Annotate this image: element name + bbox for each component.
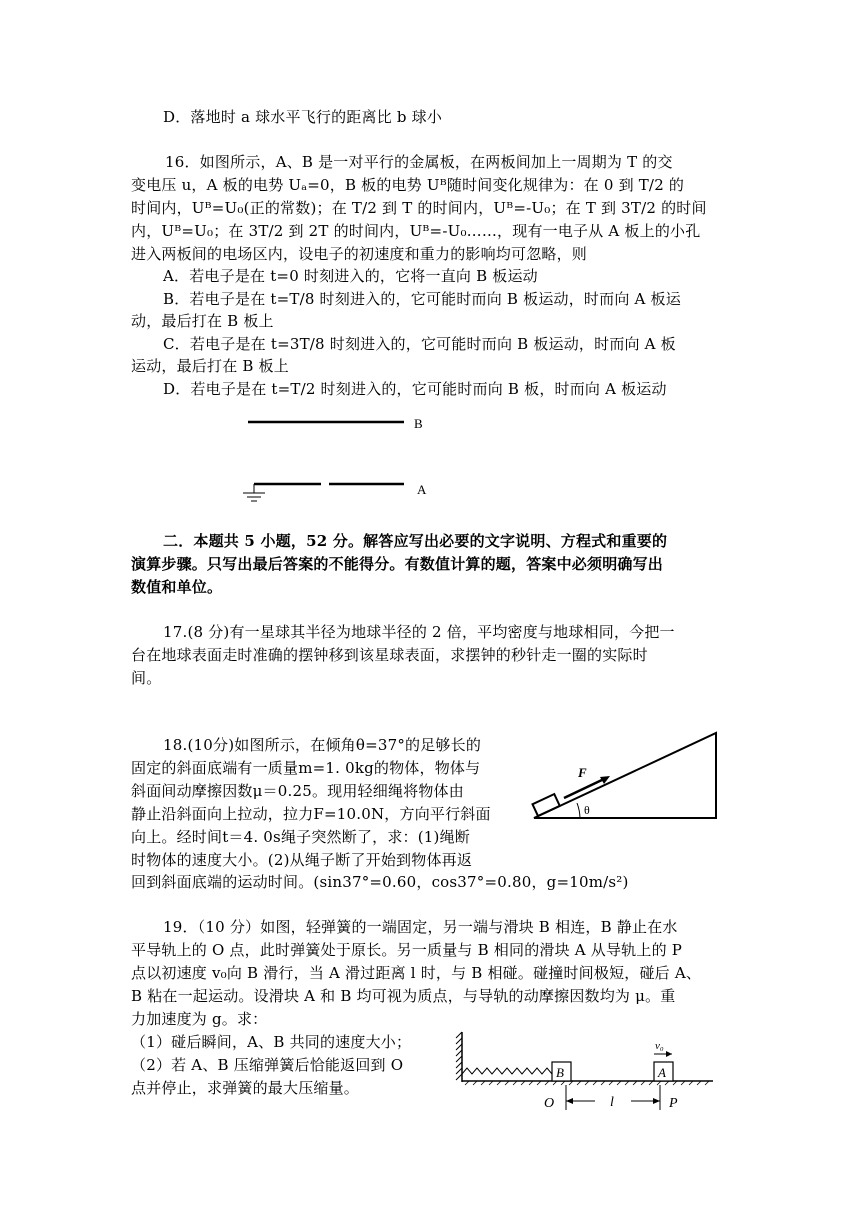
q19-line: B 粘在一起运动。设滑块 A 和 B 均可视为质点，与导轨的动摩擦因数均为 μ。重 <box>131 987 676 1005</box>
wall-hatch <box>456 1032 462 1080</box>
block-b-label: B <box>556 1065 564 1080</box>
angle-label: θ <box>584 803 590 817</box>
q18-line: 斜面间动摩擦因数μ＝0.25。现用轻细绳将物体由 <box>131 782 464 800</box>
incline-triangle <box>534 733 716 818</box>
plate-b-label: B <box>414 416 423 431</box>
q16-stem-line: 变电压 u，A 板的电势 Uₐ=0，B 板的电势 Uᴮ随时间变化规律为：在 0 到 T/2 的 <box>131 176 685 194</box>
q18-line: 静止沿斜面向上拉动，拉力F=10.0N，方向平行斜面 <box>131 805 491 823</box>
q19-sub-2-cont: 点并停止，求弹簧的最大压缩量。 <box>131 1079 360 1097</box>
q19-spring-figure <box>455 1030 725 1115</box>
spring <box>462 1068 552 1074</box>
q16-option-c-cont: 运动，最后打在 B 板上 <box>131 357 289 375</box>
force-label: F <box>578 765 587 780</box>
q17-line: 17.(8 分)有一星球其半径为地球半径的 2 倍，平均密度与地球相同，今把一 <box>163 623 675 641</box>
q16-option-c: C．若电子是在 t=3T/8 时刻进入的，它可能时而向 B 板运动，时而向 A 板 <box>163 335 676 353</box>
q16-option-b-cont: 动，最后打在 B 板上 <box>131 312 274 330</box>
q17-line: 间。 <box>131 669 162 687</box>
q18-incline-figure <box>528 728 728 828</box>
q16-stem-line: 内，Uᴮ=U₀；在 3T/2 到 2T 的时间内，Uᴮ=-U₀……，现有一电子从 A 板上的小孔 <box>131 222 701 240</box>
q18-line: 时物体的速度大小。(2)从绳子断了开始到物体再返 <box>131 851 473 869</box>
q18-line: 向上。经时间t＝4. 0s绳子突然断了，求：(1)绳断 <box>131 828 470 846</box>
q16-stem-line: 进入两板间的电场区内，设电子的初速度和重力的影响均可忽略，则 <box>131 245 588 263</box>
o-label: O <box>544 1096 555 1111</box>
q16-stem-line: 时间内，Uᴮ=U₀(正的常数)；在 T/2 到 T 的时间内，Uᴮ=-U₀；在 T 到 3T/2 的时间 <box>131 199 707 217</box>
plate-a-label: A <box>417 482 427 497</box>
block-a-label: A <box>658 1065 666 1080</box>
section2-instructions: 二．本题共 5 小题，52 分。解答应写出必要的文字说明、方程式和重要的 <box>163 532 668 550</box>
q19-line: 力加速度为 g。求： <box>131 1010 268 1028</box>
q18-line: 18.(10分)如图所示，在倾角θ=37°的足够长的 <box>163 736 482 754</box>
section2-instructions: 演算步骤。只写出最后答案的不能得分。有数值计算的题，答案中必须明确写出 <box>131 555 664 573</box>
q19-line: 19．（10 分）如图，轻弹簧的一端固定，另一端与滑块 B 相连，B 静止在水 <box>163 918 678 936</box>
p-label: P <box>669 1096 678 1111</box>
q17-line: 台在地球表面走时准确的摆钟移到该星球表面，求摆钟的秒针走一圈的实际时 <box>131 646 648 664</box>
q16-option-b: B．若电子是在 t=T/8 时刻进入的，它可能时而向 B 板运动，时而向 A 板运 <box>163 290 681 308</box>
q19-line: 平导轨上的 O 点，此时弹簧处于原长。另一质量与 B 相同的滑块 A 从导轨上的 P <box>131 941 683 959</box>
l-label: l <box>610 1095 614 1110</box>
q19-sub-2: （2）若 A、B 压缩弹簧后恰能返回到 O <box>131 1056 404 1074</box>
q16-option-a: A．若电子是在 t=0 时刻进入的，它将一直向 B 板运动 <box>163 267 538 285</box>
section2-instructions: 数值和单位。 <box>131 578 223 596</box>
angle-arc <box>577 803 580 818</box>
q18-line: 固定的斜面底端有一质量m=1. 0kg的物体，物体与 <box>131 759 481 777</box>
q16-plates-figure <box>236 410 436 510</box>
q19-sub-1: （1）碰后瞬间，A、B 共同的速度大小； <box>131 1033 412 1051</box>
block <box>533 794 560 816</box>
q18-line: 回到斜面底端的运动时间。(sin37°=0.60，cos37°=0.80，g=10m/s²) <box>131 873 629 891</box>
q15-option-d: D．落地时 a 球水平飞行的距离比 b 球小 <box>163 108 443 126</box>
v0-label: v₀ <box>655 1040 664 1052</box>
q16-option-d: D．若电子是在 t=T/2 时刻进入的，它可能时而向 B 板，时而向 A 板运动 <box>163 380 667 398</box>
q16-stem-line: 16．如图所示，A、B 是一对平行的金属板，在两板间加上一周期为 T 的交 <box>165 153 673 171</box>
q19-line: 点以初速度 v₀向 B 滑行，当 A 滑过距离 l 时，与 B 相碰。碰撞时间极短，碰后 A、 <box>131 964 702 982</box>
